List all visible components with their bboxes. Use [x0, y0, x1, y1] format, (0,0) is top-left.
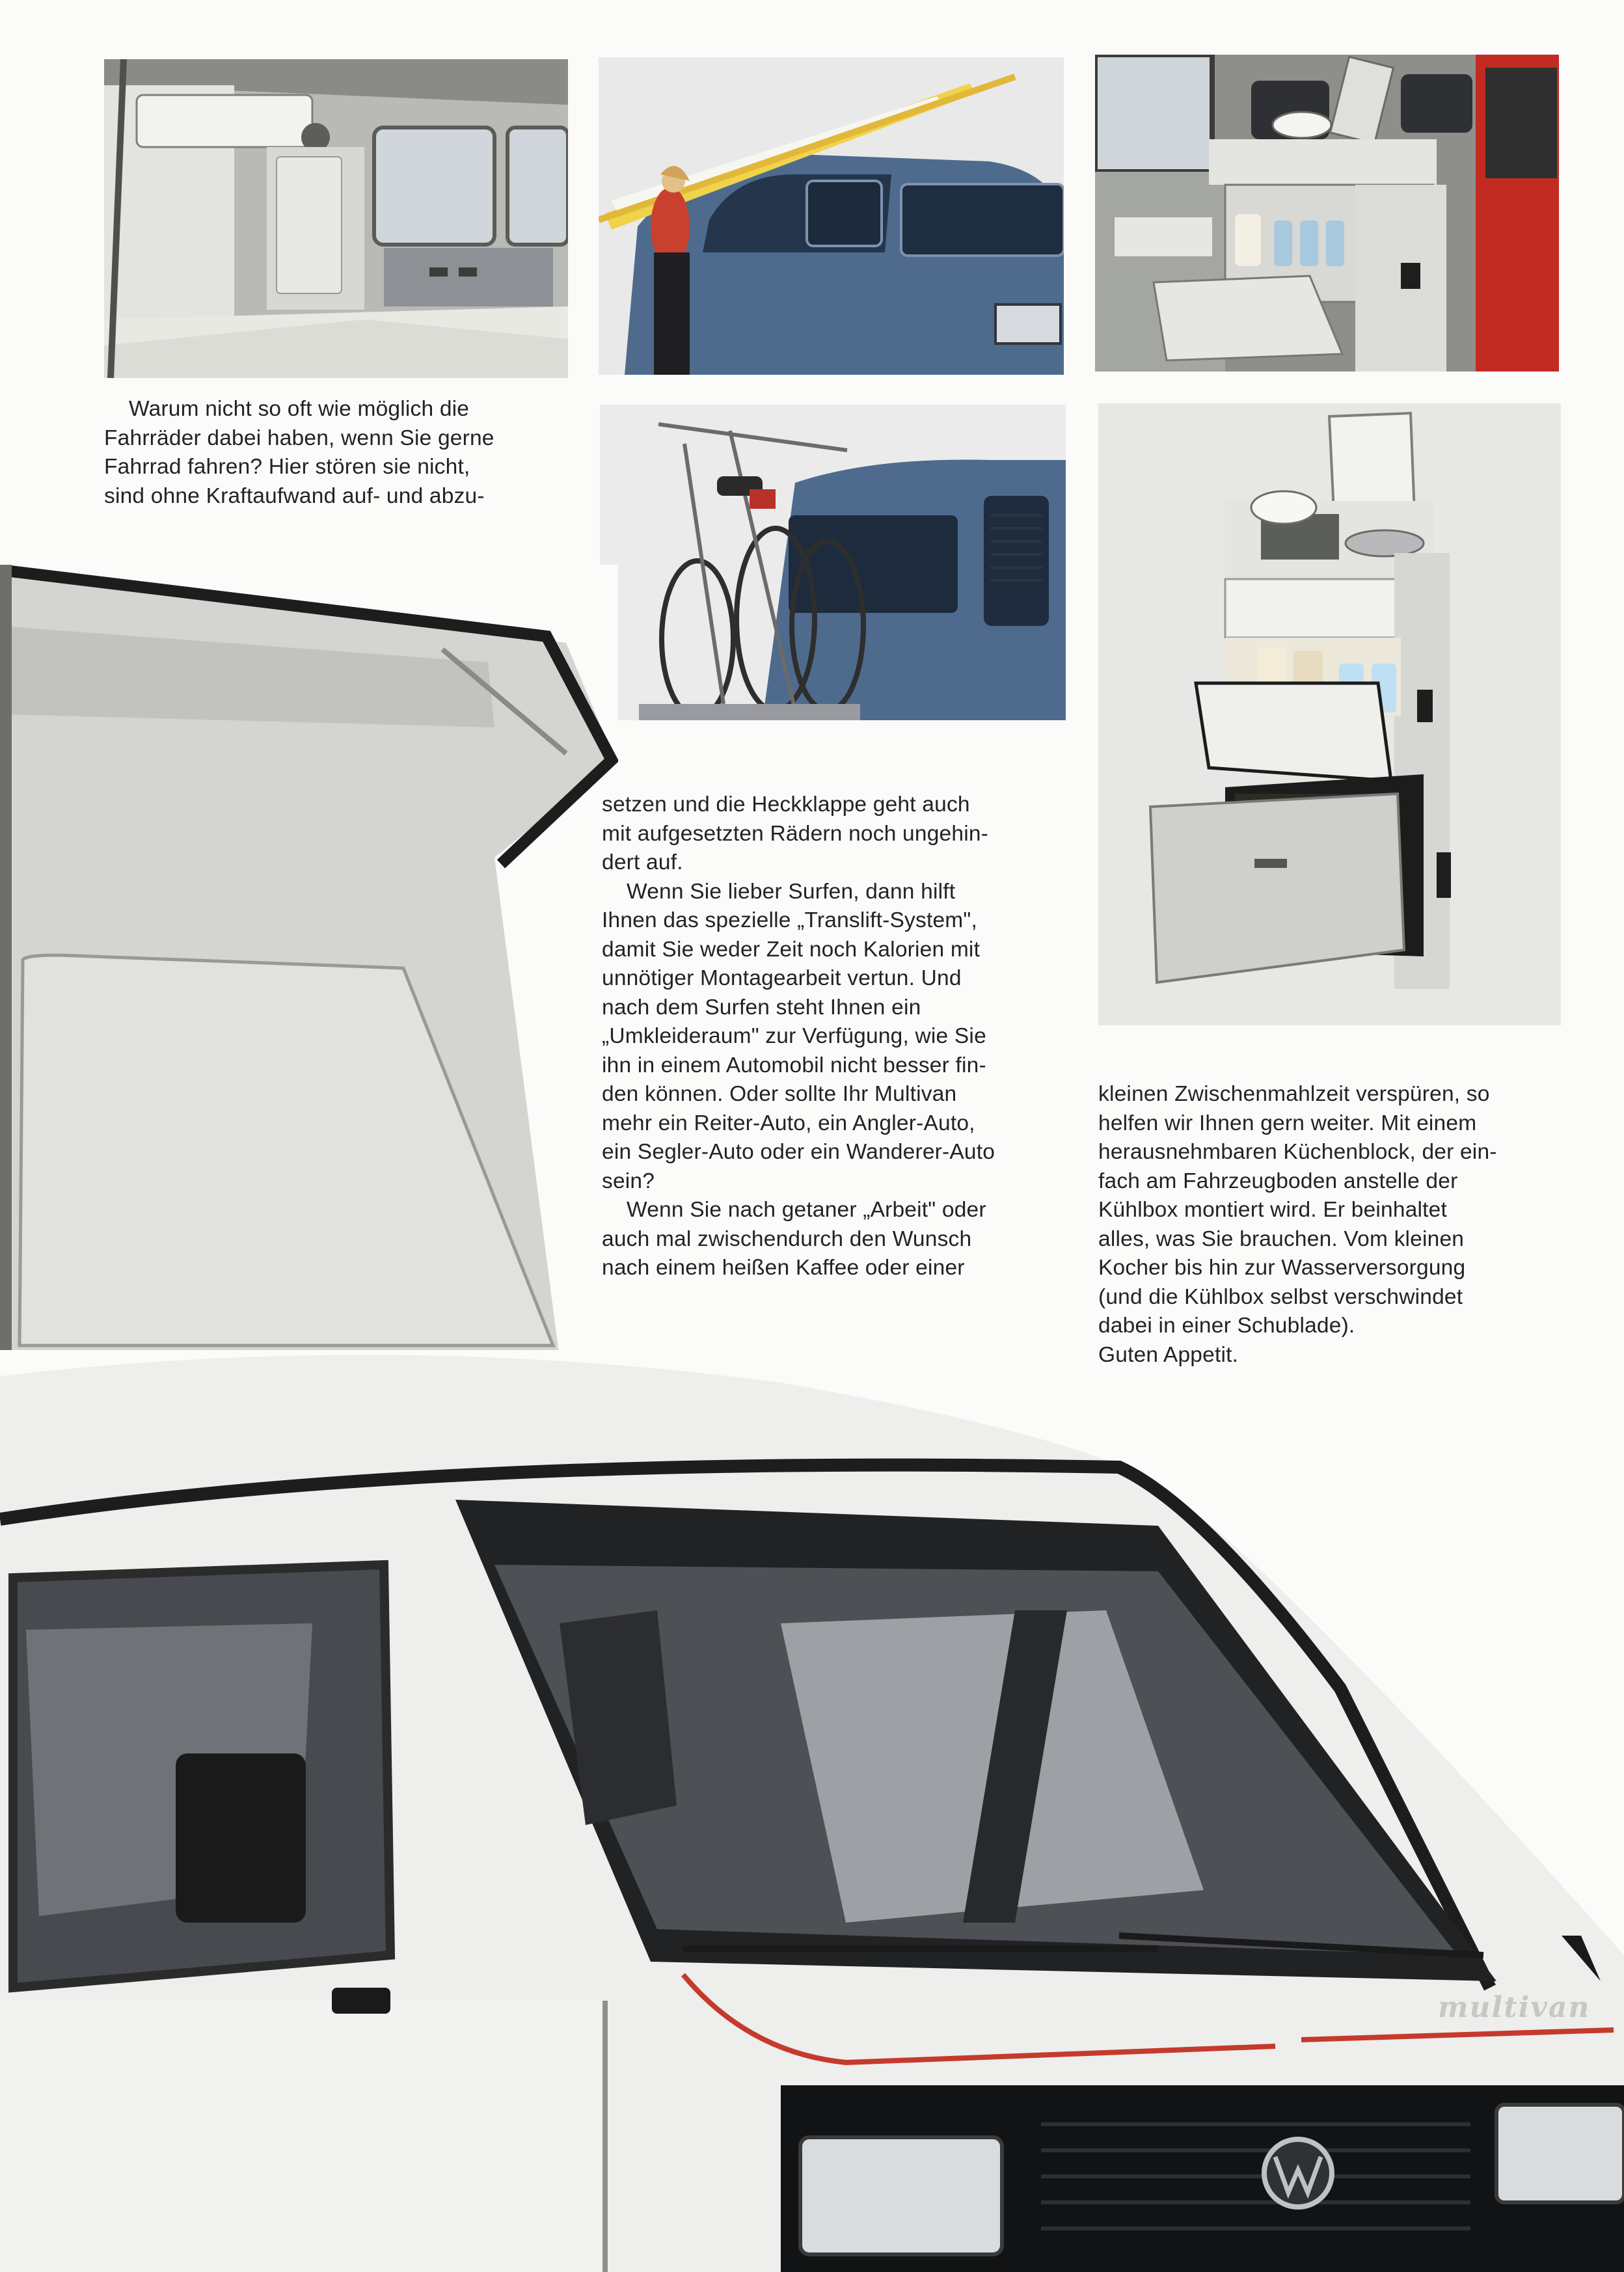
text-line: Fahrrad fahren? Hier stören sie nicht,	[104, 455, 470, 479]
text-line: Guten Appetit.	[1098, 1342, 1239, 1367]
text-line: sind ohne Kraftaufwand auf- und abzu-	[104, 483, 485, 508]
text-line: nach dem Surfen steht Ihnen ein	[602, 995, 921, 1020]
text-line: ein Segler-Auto oder ein Wanderer-Auto	[602, 1140, 995, 1164]
kitchen-block-photo	[1098, 403, 1561, 1025]
text-line: Warum nicht so oft wie möglich die	[129, 397, 470, 421]
text-line: Wenn Sie lieber Surfen, dann hilft	[627, 879, 956, 904]
text-line: Wenn Sie nach getaner „Arbeit" oder	[627, 1198, 986, 1222]
text-line: dabei in einer Schublade).	[1098, 1314, 1355, 1338]
multivan-front-photo	[0, 1350, 1624, 2272]
text-line: unnötiger Montagearbeit vertun. Und	[602, 966, 962, 990]
text-line: herausnehmbaren Küchenblock, der ein-	[1098, 1140, 1497, 1164]
text-line: helfen wir Ihnen gern weiter. Mit einem	[1098, 1111, 1477, 1135]
surfboard-rack-photo	[599, 57, 1064, 375]
bike-rack-photo	[600, 405, 1066, 720]
text-line: mit aufgesetzten Rädern noch ungehin-	[602, 821, 989, 846]
kitchen-installed-photo	[1095, 55, 1559, 372]
text-line: alles, was Sie brauchen. Vom kleinen	[1098, 1226, 1465, 1251]
text-line: mehr ein Reiter-Auto, ein Angler-Auto,	[602, 1111, 975, 1135]
text-line: ihn in einem Automobil nicht besser fin-	[602, 1053, 986, 1077]
text-line: (und die Kühlbox selbst verschwindet	[1098, 1284, 1463, 1309]
caption-left	[104, 395, 560, 511]
text-line: damit Sie weder Zeit noch Kalorien mit	[602, 937, 981, 962]
pop-top-roof-photo	[0, 565, 618, 1359]
text-line: fach am Fahrzeugboden anstelle der	[1098, 1169, 1458, 1193]
text-line: Fahrräder dabei haben, wenn Sie gerne	[104, 426, 494, 450]
camper-interior-photo	[104, 59, 568, 378]
text-line: den können. Oder sollte Ihr Multivan	[602, 1082, 957, 1106]
text-line: Kühlbox montiert wird. Er beinhaltet	[1098, 1198, 1448, 1222]
column-right	[1098, 1080, 1567, 1370]
multivan-badge: multivan	[1438, 1991, 1591, 2024]
text-line: Ihnen das spezielle „Translift-System",	[602, 908, 978, 932]
column-middle	[602, 791, 1070, 1283]
text-line: nach einem heißen Kaffee oder einer	[602, 1256, 965, 1280]
text-line: Kocher bis hin zur Wasserversorgung	[1098, 1256, 1466, 1280]
text-line: auch mal zwischendurch den Wunsch	[602, 1226, 972, 1251]
text-line: kleinen Zwischenmahlzeit verspüren, so	[1098, 1082, 1490, 1106]
text-line: setzen und die Heckklappe geht auch	[602, 792, 970, 817]
text-line: dert auf.	[602, 850, 683, 874]
text-line: sein?	[602, 1169, 655, 1193]
text-line: „Umkleideraum" zur Verfügung, wie Sie	[602, 1024, 986, 1048]
